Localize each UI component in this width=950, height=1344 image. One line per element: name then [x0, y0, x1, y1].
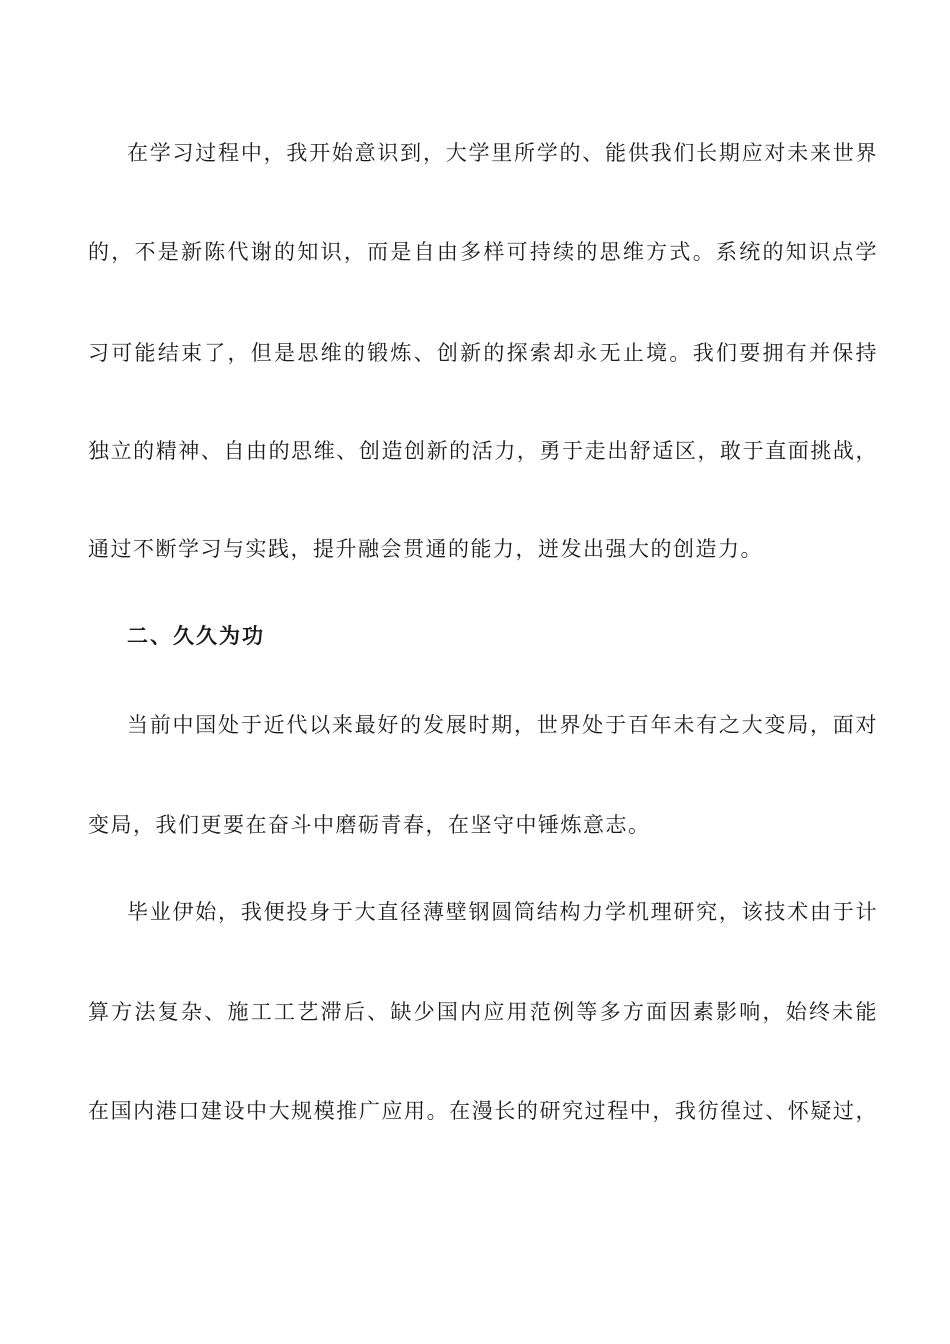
paragraph-line: 变局，我们更要在奋斗中磨砺青春，在坚守中锤炼意志。	[88, 813, 651, 837]
paragraph-line: 在学习过程中，我开始意识到，大学里所学的、能供我们长期应对未来世界	[127, 141, 878, 165]
paragraph-line: 习可能结束了，但是思维的锻炼、创新的探索却永无止境。我们要拥有并保持	[88, 341, 878, 365]
section-heading: 二、久久为功	[127, 623, 265, 648]
paragraph-line: 毕业伊始，我便投身于大直径薄壁钢圆筒结构力学机理研究，该技术由于计	[127, 900, 878, 924]
paragraph-line: 算方法复杂、施工工艺滞后、缺少国内应用范例等多方面因素影响，始终未能	[88, 1000, 878, 1024]
paragraph-line: 当前中国处于近代以来最好的发展时期，世界处于百年未有之大变局，面对	[127, 713, 878, 737]
paragraph-line: 的，不是新陈代谢的知识，而是自由多样可持续的思维方式。系统的知识点学	[88, 240, 878, 264]
paragraph-line: 通过不断学习与实践，提升融会贯通的能力，迸发出强大的创造力。	[88, 537, 763, 561]
paragraph-line: 独立的精神、自由的思维、创造创新的活力，勇于走出舒适区，敢于直面挑战，	[88, 439, 878, 463]
paragraph-line: 在国内港口建设中大规模推广应用。在漫长的研究过程中，我彷徨过、怀疑过，	[88, 1099, 878, 1123]
